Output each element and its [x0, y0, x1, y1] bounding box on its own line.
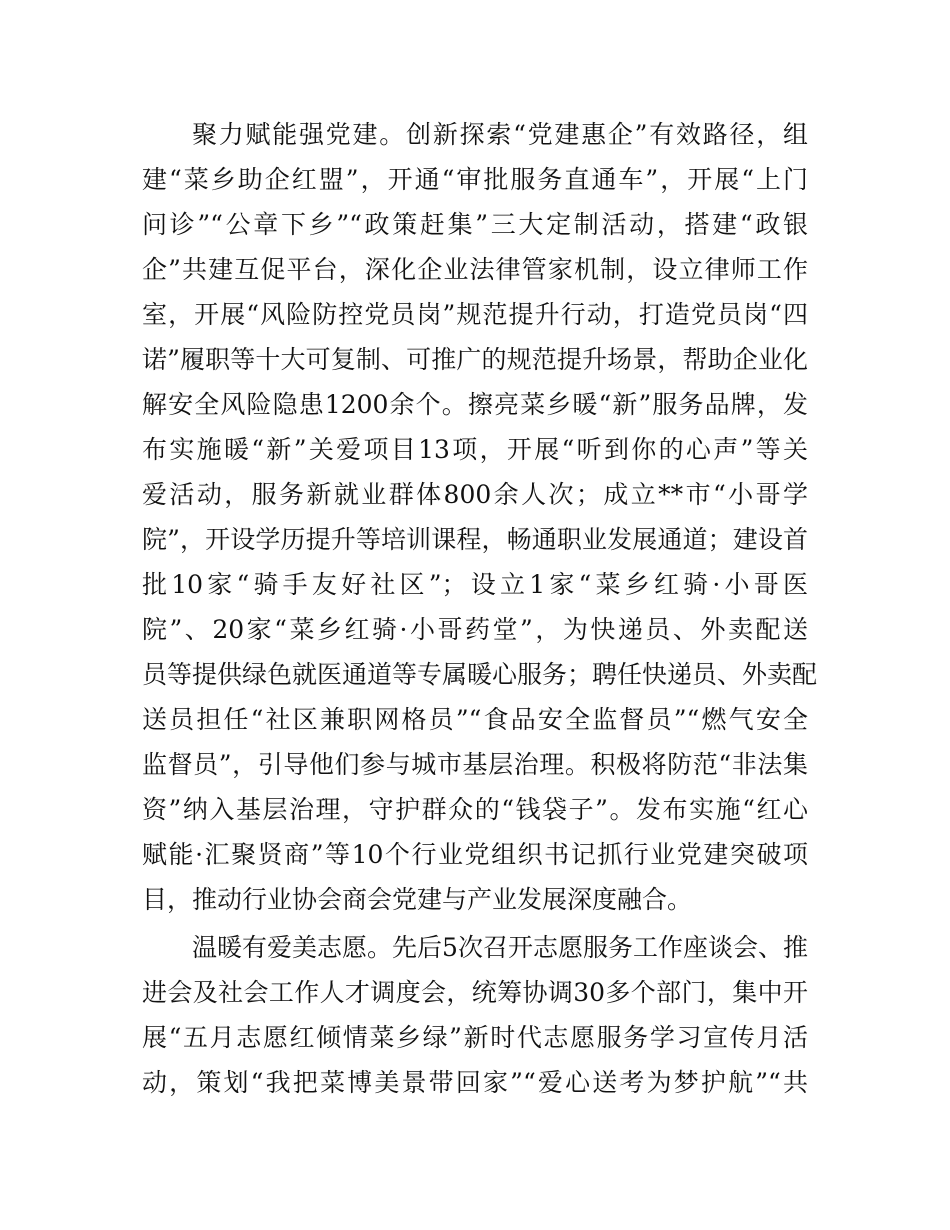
text-line: 资”纳入基层治理，守护群众的“钱袋子”。发布实施“红心	[142, 795, 808, 824]
text-line: 诺”履职等十大可复制、可推广的规范提升场景，帮助企业化	[142, 345, 808, 374]
text-line: 聚力赋能强党建。创新探索“党建惠企”有效路径，组	[192, 120, 808, 149]
text-line: 爱活动，服务新就业群体800余人次；成立**市“小哥学	[142, 480, 808, 509]
text-line: 监督员”，引导他们参与城市基层治理。积极将防范“非法集	[142, 750, 808, 779]
text-line: 企”共建互促平台，深化企业法律管家机制，设立律师工作	[142, 255, 808, 284]
text-line: 进会及社会工作人才调度会，统筹协调30多个部门，集中开	[142, 978, 808, 1007]
text-line: 问诊”“公章下乡”“政策赶集”三大定制活动，搭建“政银	[142, 210, 808, 239]
text-line: 温暖有爱美志愿。先后5次召开志愿服务工作座谈会、推	[192, 933, 808, 962]
text-line: 室，开展“风险防控党员岗”规范提升行动，打造党员岗“四	[142, 300, 808, 329]
text-line: 赋能·汇聚贤商”等10个行业党组织书记抓行业党建突破项	[142, 840, 808, 869]
text-line: 建“菜乡助企红盟”，开通“审批服务直通车”，开展“上门	[142, 165, 808, 194]
text-line: 动，策划“我把菜博美景带回家”“爱心送考为梦护航”“共	[142, 1068, 808, 1097]
text-line: 院”、20家“菜乡红骑·小哥药堂”，为快递员、外卖配送	[142, 615, 808, 644]
text-line: 院”，开设学历提升等培训课程，畅通职业发展通道；建设首	[142, 525, 808, 554]
text-line: 员等提供绿色就医通道等专属暖心服务；聘任快递员、外卖配	[142, 660, 818, 689]
text-line: 展“五月志愿红倾情菜乡绿”新时代志愿服务学习宣传月活	[142, 1023, 808, 1052]
text-line: 送员担任“社区兼职网格员”“食品安全监督员”“燃气安全	[142, 705, 808, 734]
text-line: 批10家“骑手友好社区”；设立1家“菜乡红骑·小哥医	[142, 570, 808, 599]
text-line: 目，推动行业协会商会党建与产业发展深度融合。	[142, 885, 693, 914]
text-line: 解安全风险隐患1200余个。擦亮菜乡暖“新”服务品牌，发	[142, 390, 808, 419]
text-line: 布实施暖“新”关爱项目13项，开展“听到你的心声”等关	[142, 435, 808, 464]
